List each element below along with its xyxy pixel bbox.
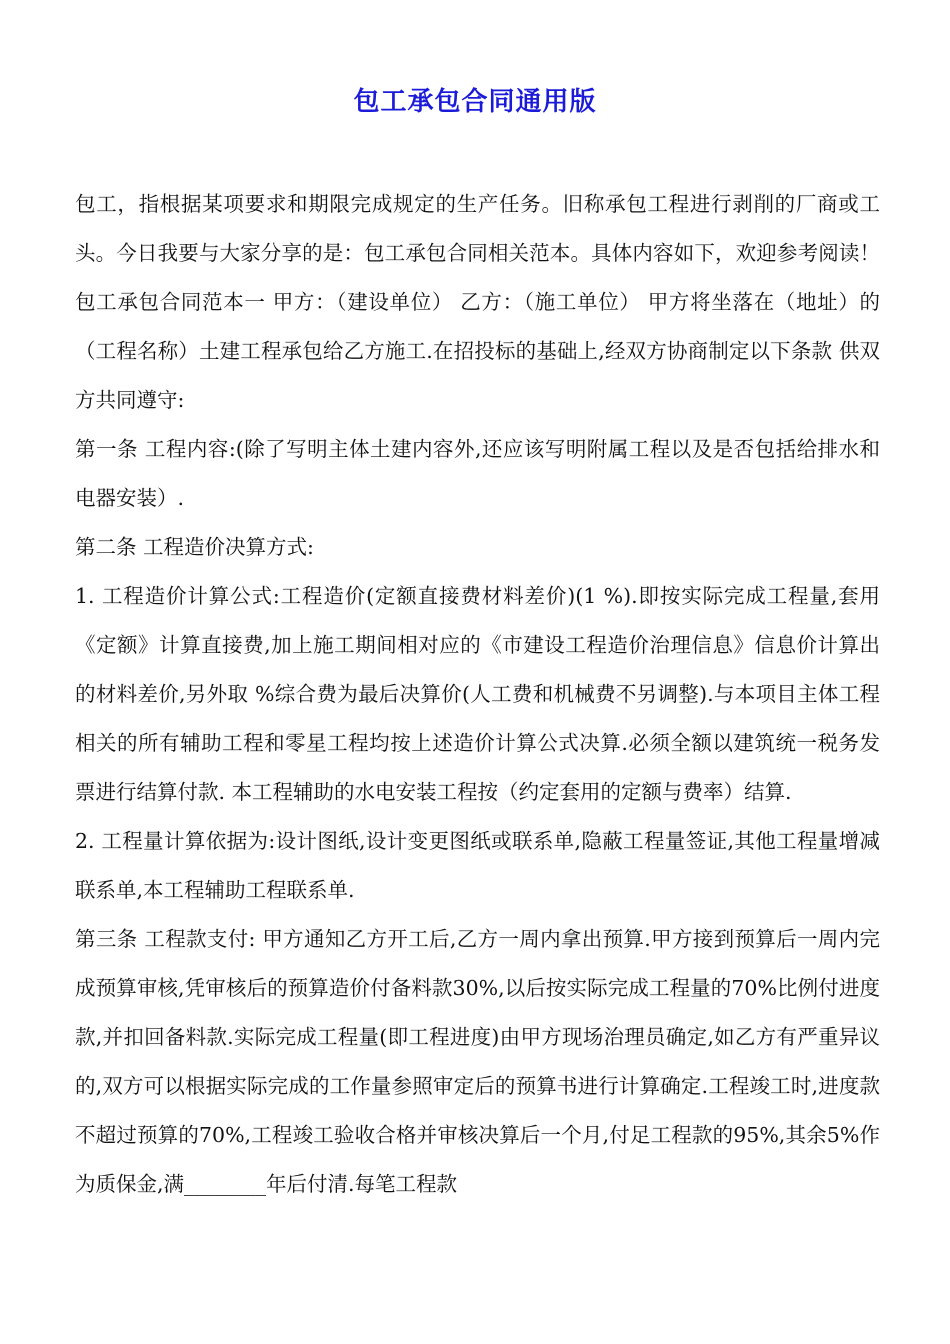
paragraph-article-2: 第二条 工程造价决算方式: xyxy=(75,535,314,559)
paragraph-article-1: 第一条 工程内容:(除了写明主体土建内容外,还应该写明附属工程以及是否包括给排水和电器安装）. xyxy=(75,437,880,510)
paragraph-article-3: 第三条 工程款支付: 甲方通知乙方开工后,乙方一周内拿出预算.甲方接到预算后一周内完成预算审核,凭审核后的预算造价付备料款30%,以后按实际完成工程量的70%比例付进度款,并扣回备料款.实际完成工程量(即工程进度)由甲方现场治理员确定,如乙方有严重异议的,双方可以根据实际完成的工作量参照审定后的预算书进行计算确定.工程竣工时,进度款不超过预算的70%,工程竣工验收合格并审核决算后一个月,付足工程款的95%,其余5%作为质保金,满________年后付清.每笔工程款 xyxy=(75,927,880,1196)
paragraph-clause-2-1: 1. 工程造价计算公式:工程造价(定额直接费材料差价)(1 %).即按实际完成工程量,套用《定额》计算直接费,加上施工期间相对应的《市建设工程造价治理信息》信息价计算出的材料差价,另外取 %综合费为最后决算价(人工费和机械费不另调整).与本项目主体工程相关的所有辅助工程和零星工程均按上述造价计算公式决算.必须全额以建筑统一税务发票进行结算付款. 本工程辅助的水电安装工程按（约定套用的定额与费率）结算. xyxy=(75,584,880,804)
document-body xyxy=(75,180,880,1209)
paragraph-clause-2-2: 2. 工程量计算依据为:设计图纸,设计变更图纸或联系单,隐蔽工程量签证,其他工程量增减联系单,本工程辅助工程联系单. xyxy=(75,829,880,902)
document-title: 包工承包合同通用版 xyxy=(353,87,597,117)
paragraph-intro: 包工，指根据某项要求和期限完成规定的生产任务。旧称承包工程进行剥削的厂商或工头。今日我要与大家分享的是：包工承包合同相关范本。具体内容如下，欢迎参考阅读！包工承包合同范本一 甲方：（建设单位） 乙方：（施工单位） 甲方将坐落在（地址）的（工程名称）土建工程承包给乙方施工.在招投标的基础上,经双方协商制定以下条款 供双方共同遵守: xyxy=(75,192,880,412)
